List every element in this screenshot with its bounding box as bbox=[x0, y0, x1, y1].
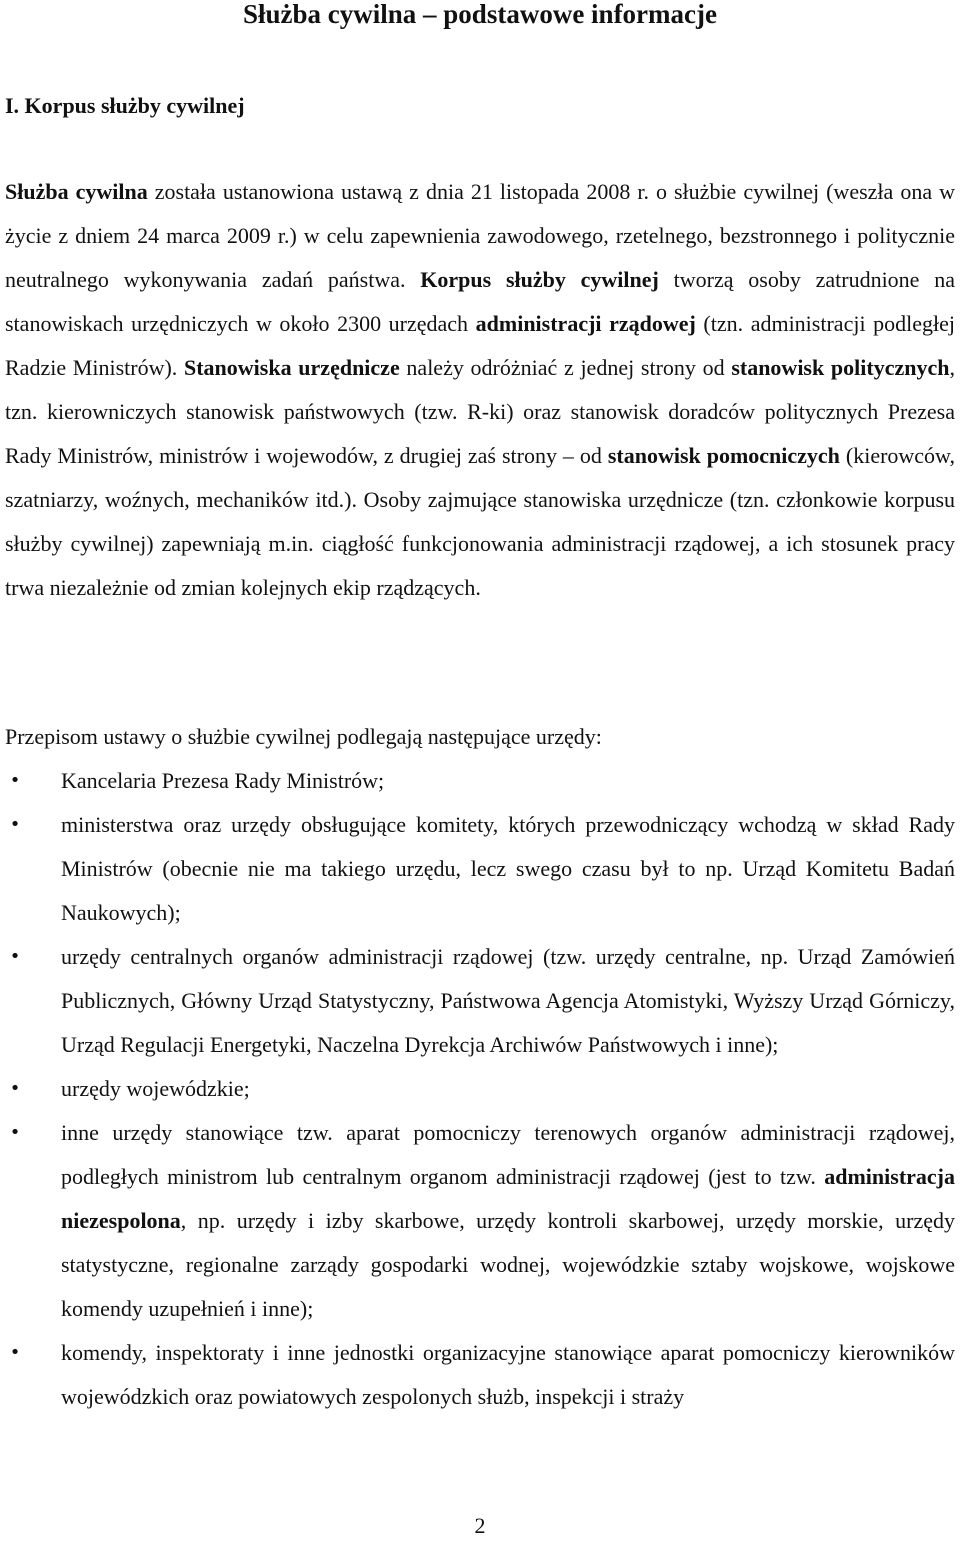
term-political-positions: stanowisk politycznych bbox=[731, 355, 950, 380]
term-non-integrated-administration: administracja niezespolona bbox=[61, 1164, 955, 1233]
term-civil-service-corps: Korpus służby cywilnej bbox=[420, 267, 659, 292]
intro-paragraph: Służba cywilna została ustanowiona ustawą z dnia 21 listopada 2008 r. o służbie cywilnej (weszła ona w życie z dniem 24 marca 2009 r.) w celu zapewnienia zawodowego, rzetelnego, bezstronnego i politycznie neutralnego wykonywania zadań państwa. Korpus służby cywilnej tworzą osoby zatrudnione na stanowiskach urzędniczych w około 2300 urzędach administracji rządowej (tzn. administracji podległej Radzie Ministrów). Stanowiska urzędnicze należy odróżniać z jednej strony od stanowisk politycznych, tzn. kierowniczych stanowisk państwowych (tzw. R-ki) oraz stanowisk doradców politycznych Prezesa Rady Ministrów, ministrów i wojewodów, z drugiej zaś strony – od stanowisk pomocniczych (kierowców, szatniarzy, woźnych, mechaników itd.). Osoby zajmujące stanowiska urzędnicze (tzn. członkowie korpusu służby cywilnej) zapewniają m.in. ciągłość funkcjonowania administracji rządowej, a ich stosunek pracy trwa niezależnie od zmian kolejnych ekip rządzących. bbox=[5, 179, 956, 600]
bullet-icon: • bbox=[9, 1342, 21, 1363]
term-auxiliary-positions: stanowisk pomocniczych bbox=[607, 443, 840, 468]
bullet-icon: • bbox=[9, 814, 21, 835]
bullet-icon: • bbox=[9, 1122, 21, 1143]
offices-list bbox=[0, 759, 960, 1419]
list-item: • inne urzędy stanowiące tzw. aparat pomocniczy terenowych organów administracji rządowej, podległych ministrom lub centralnym organom administracji rządowej (jest to tzw. administracja niezespolona, np. urzędy i izby skarbowe, urzędy kontroli skarbowej, urzędy morskie, urzędy statystyczne, regionalne zarządy gospodarki wodnej, wojewódzkie sztaby wojskowe, wojskowe komendy uzupełnień i inne); bbox=[0, 1111, 955, 1331]
list-item: • urzędy centralnych organów administracji rządowej (tzw. urzędy centralne, np. Urząd Zamówień Publicznych, Główny Urząd Statystyczny, Państwowa Agencja Atomistyki, Wyższy Urząd Górniczy, Urząd Regulacji Energetyki, Naczelna Dyrekcja Archiwów Państwowych i inne); bbox=[0, 935, 955, 1067]
bullet-icon: • bbox=[9, 770, 21, 791]
list-item: • ministerstwa oraz urzędy obsługujące komitety, których przewodniczący wchodzą w skład Rady Ministrów (obecnie nie ma takiego urzędu, lecz swego czasu był to np. Urząd Komitetu Badań Naukowych); bbox=[0, 803, 955, 935]
list-item: • komendy, inspektoraty i inne jednostki organizacyjne stanowiące aparat pomocniczy kierowników wojewódzkich oraz powiatowych zespolonych służb, inspekcji i straży bbox=[0, 1331, 955, 1419]
bullet-icon: • bbox=[9, 1078, 21, 1099]
term-civil-service: Służba cywilna bbox=[5, 179, 148, 204]
list-item: • Kancelaria Prezesa Rady Ministrów; bbox=[0, 759, 955, 803]
offices-intro-paragraph: Przepisom ustawy o służbie cywilnej podlegają następujące urzędy: bbox=[5, 724, 602, 749]
section-heading: I. Korpus służby cywilnej bbox=[5, 93, 245, 118]
page-number: 2 bbox=[474, 1513, 486, 1538]
term-official-positions: Stanowiska urzędnicze bbox=[184, 355, 400, 380]
list-item: • urzędy wojewódzkie; bbox=[0, 1067, 955, 1111]
bullet-icon: • bbox=[9, 946, 21, 967]
document-title: Służba cywilna – podstawowe informacje bbox=[243, 0, 717, 29]
term-government-administration: administracji rządowej bbox=[475, 311, 696, 336]
